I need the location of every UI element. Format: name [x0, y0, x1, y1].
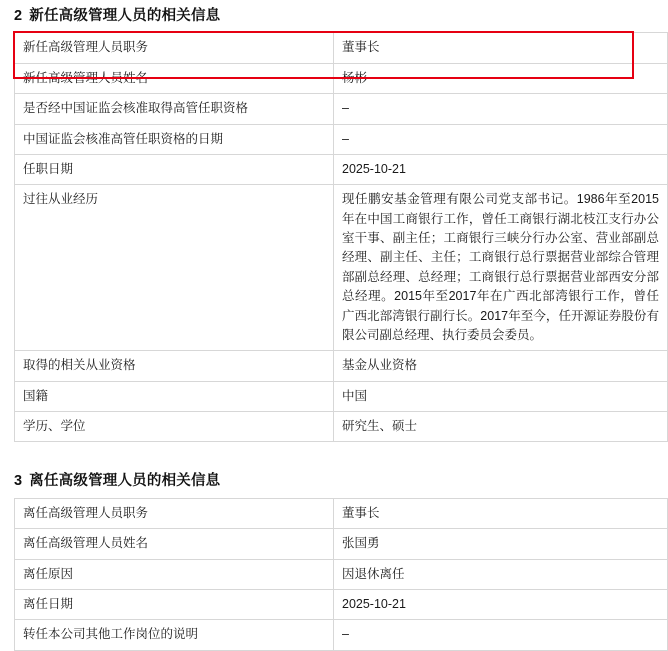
table-row [15, 351, 668, 381]
row-label: 是否经中国证监会核准取得高管任职资格 [15, 94, 334, 124]
row-label: 离任原因 [15, 559, 334, 589]
section-2-table-wrap [0, 32, 659, 442]
new-executive-table [14, 32, 668, 442]
row-value: – [334, 124, 668, 154]
row-label: 过往从业经历 [15, 185, 334, 351]
row-label: 转任本公司其他工作岗位的说明 [15, 620, 334, 650]
row-value: 张国勇 [334, 529, 668, 559]
row-value: 中国 [334, 381, 668, 411]
table-row [15, 620, 668, 650]
section-departing-executive [0, 473, 647, 650]
row-value: 杨彬 [334, 63, 668, 93]
section-spacer [0, 442, 647, 473]
row-value: 基金从业资格 [334, 351, 668, 381]
table-row [15, 154, 668, 184]
row-value: 董事长 [334, 498, 668, 528]
row-value: – [334, 94, 668, 124]
row-label: 新任高级管理人员姓名 [15, 63, 334, 93]
row-label: 离任高级管理人员姓名 [15, 529, 334, 559]
row-label: 任职日期 [15, 154, 334, 184]
row-label: 离任日期 [15, 589, 334, 619]
row-label: 新任高级管理人员职务 [15, 33, 334, 63]
table-row [15, 589, 668, 619]
table-row [15, 412, 668, 442]
table-row [15, 185, 668, 351]
section-3-heading [0, 473, 647, 497]
section-3-number: 3 [14, 473, 23, 490]
table-row [15, 498, 668, 528]
row-value: 董事长 [334, 33, 668, 63]
row-value: 2025-10-21 [334, 589, 668, 619]
row-label: 国籍 [15, 381, 334, 411]
top-padding [0, 0, 647, 8]
section-new-executive [0, 8, 659, 442]
section-2-number: 2 [14, 8, 23, 24]
table-row [15, 33, 668, 63]
section-3-title: 离任高级管理人员的相关信息 [29, 473, 221, 490]
row-value: 因退休离任 [334, 559, 668, 589]
table-row [15, 124, 668, 154]
row-label: 中国证监会核准高管任职资格的日期 [15, 124, 334, 154]
table-row [15, 559, 668, 589]
row-label: 离任高级管理人员职务 [15, 498, 334, 528]
table-row [15, 529, 668, 559]
section-2-heading [0, 8, 647, 32]
table-row [15, 381, 668, 411]
departing-executive-table [14, 498, 668, 651]
row-value: – [334, 620, 668, 650]
row-value: 2025-10-21 [334, 154, 668, 184]
table-row [15, 94, 668, 124]
row-value: 现任鹏安基金管理有限公司党支部书记。1986年至2015年在中国工商银行工作，曾任工商银行湖北枝江支行办公室干事、副主任；工商银行三峡分行办公室、营业部副总经理、副主任、主任；工商银行总行票据营业部综合管理部副总经理、总经理；工商银行总行票据营业部西安分部总经理。2015年至2017年在广西北部湾银行工作，曾任广西北部湾银行副行长。2017年至今，任开源证券股份有限公司副总经理、执行委员会委员。 [334, 185, 668, 351]
section-3-table-wrap [0, 498, 647, 651]
row-label: 学历、学位 [15, 412, 334, 442]
row-label: 取得的相关从业资格 [15, 351, 334, 381]
row-value: 研究生、硕士 [334, 412, 668, 442]
section-2-title: 新任高级管理人员的相关信息 [29, 8, 221, 24]
table-row [15, 63, 668, 93]
